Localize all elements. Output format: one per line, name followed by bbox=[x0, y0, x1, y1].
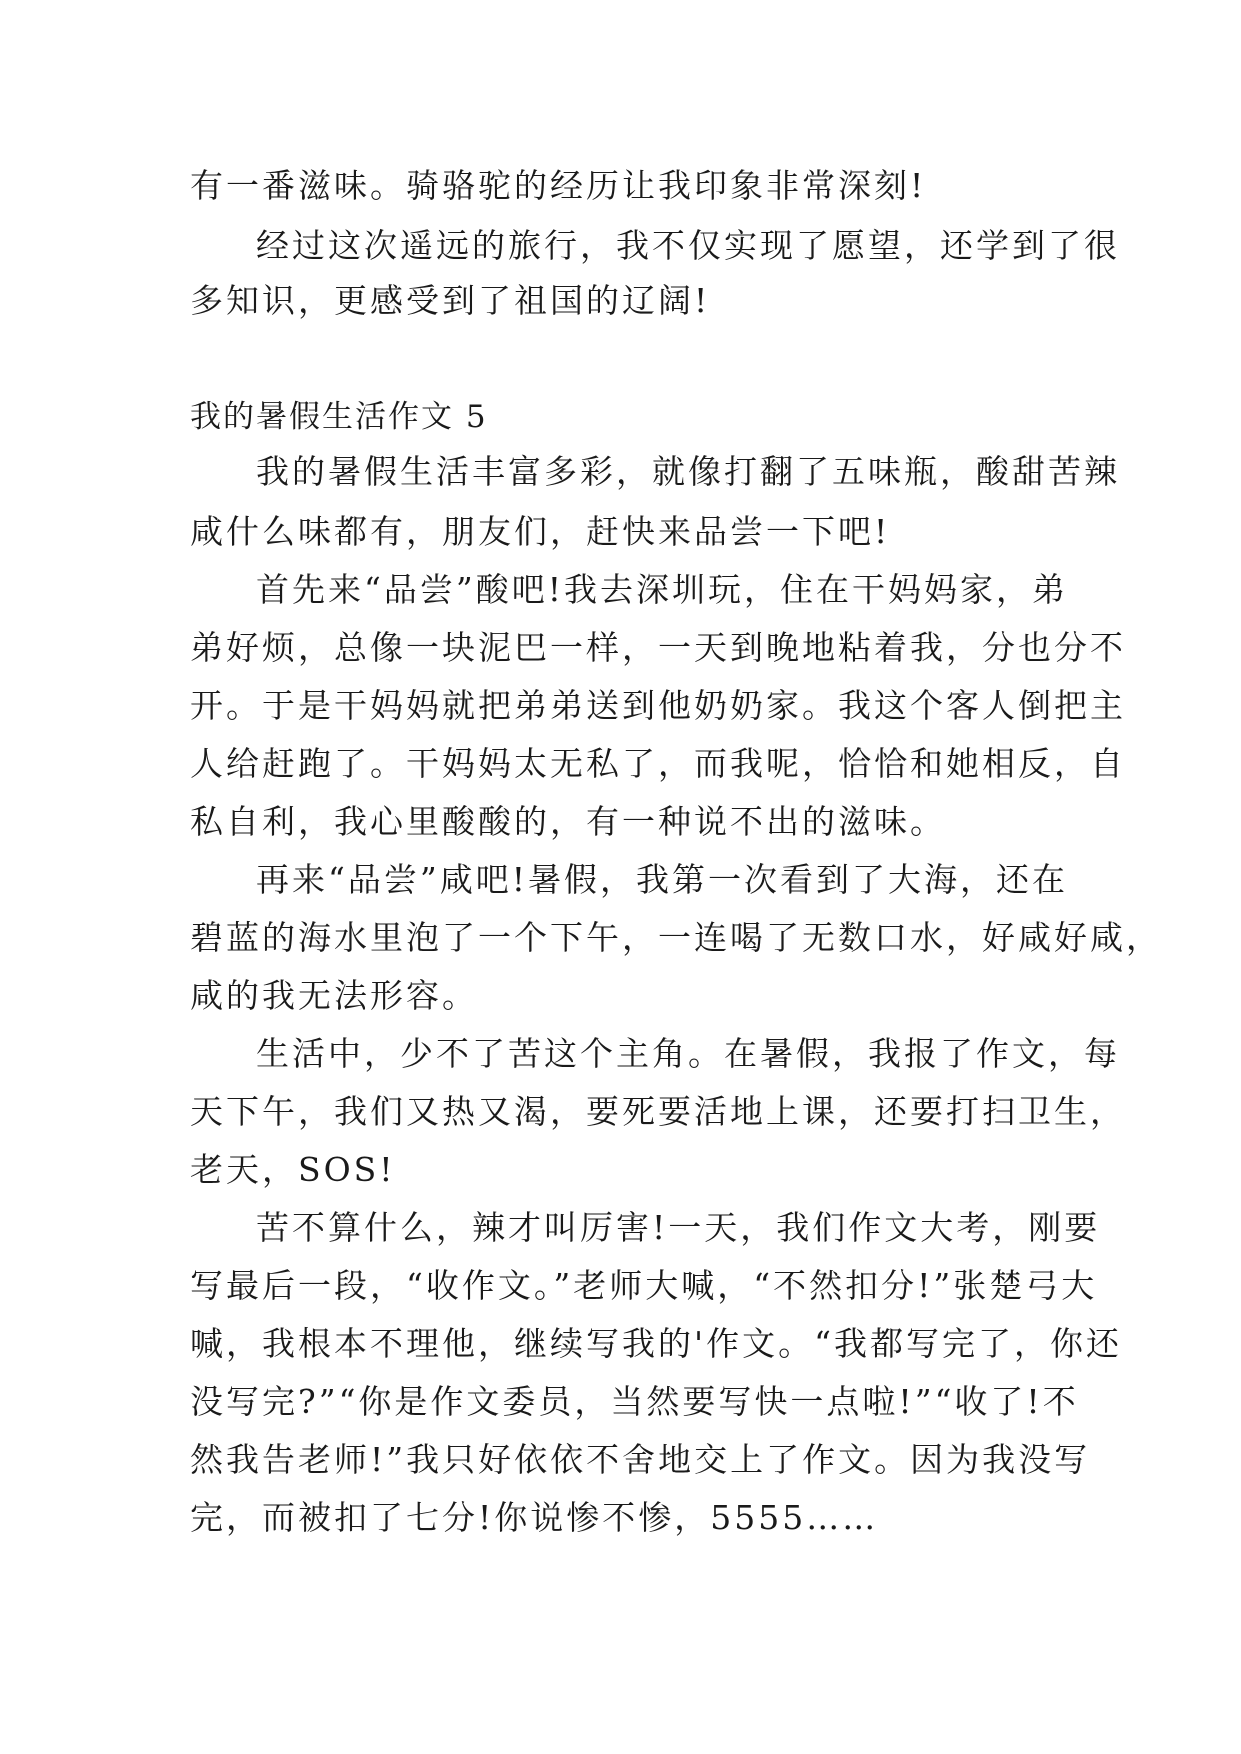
paragraph-line: 咸的我无法形容。 bbox=[190, 976, 478, 1015]
paragraph-line: 人给赶跑了。干妈妈太无私了，而我呢，恰恰和她相反，自 bbox=[190, 744, 1126, 783]
paragraph-line: 老天，SOS! bbox=[190, 1150, 396, 1189]
paragraph-line: 有一番滋味。骑骆驼的经历让我印象非常深刻! bbox=[190, 166, 927, 205]
paragraph-line: 经过这次遥远的旅行，我不仅实现了愿望，还学到了很 bbox=[256, 226, 1120, 265]
paragraph-line: 我的暑假生活丰富多彩，就像打翻了五味瓶，酸甜苦辣 bbox=[256, 452, 1120, 491]
paragraph-line: 天下午，我们又热又渴，要死要活地上课，还要打扫卫生， bbox=[190, 1092, 1126, 1131]
paragraph-line: 碧蓝的海水里泡了一个下午，一连喝了无数口水，好咸好咸， bbox=[190, 918, 1162, 957]
paragraph-line: 生活中，少不了苦这个主角。在暑假，我报了作文，每 bbox=[256, 1034, 1120, 1073]
paragraph-line: 然我告老师!”我只好依依不舍地交上了作文。因为我没写 bbox=[190, 1440, 1091, 1479]
paragraph-line: 没写完?”“你是作文委员，当然要写快一点啦!”“收了!不 bbox=[190, 1382, 1079, 1421]
paragraph-line: 写最后一段，“收作文。”老师大喊，“不然扣分!”张楚弓大 bbox=[190, 1266, 1098, 1305]
paragraph-line: 私自利，我心里酸酸的，有一种说不出的滋味。 bbox=[190, 802, 946, 841]
paragraph-line: 多知识，更感受到了祖国的辽阔! bbox=[190, 281, 711, 320]
paragraph-line: 完，而被扣了七分!你说惨不惨，5555…… bbox=[190, 1498, 879, 1537]
section-heading: 我的暑假生活作文 5 bbox=[190, 399, 488, 435]
paragraph-line: 弟好烦，总像一块泥巴一样，一天到晚地粘着我，分也分不 bbox=[190, 628, 1126, 667]
paragraph-line: 苦不算什么，辣才叫厉害!一天，我们作文大考，刚要 bbox=[256, 1208, 1101, 1247]
paragraph-line: 首先来“品尝”酸吧!我去深圳玩，住在干妈妈家，弟 bbox=[256, 570, 1069, 609]
paragraph-line: 再来“品尝”咸吧!暑假，我第一次看到了大海，还在 bbox=[256, 860, 1069, 899]
paragraph-line: 喊，我根本不理他，继续写我的'作文。“我都写完了，你还 bbox=[190, 1324, 1122, 1363]
paragraph-line: 开。于是干妈妈就把弟弟送到他奶奶家。我这个客人倒把主 bbox=[190, 686, 1126, 725]
paragraph-line: 咸什么味都有，朋友们，赶快来品尝一下吧! bbox=[190, 512, 891, 551]
